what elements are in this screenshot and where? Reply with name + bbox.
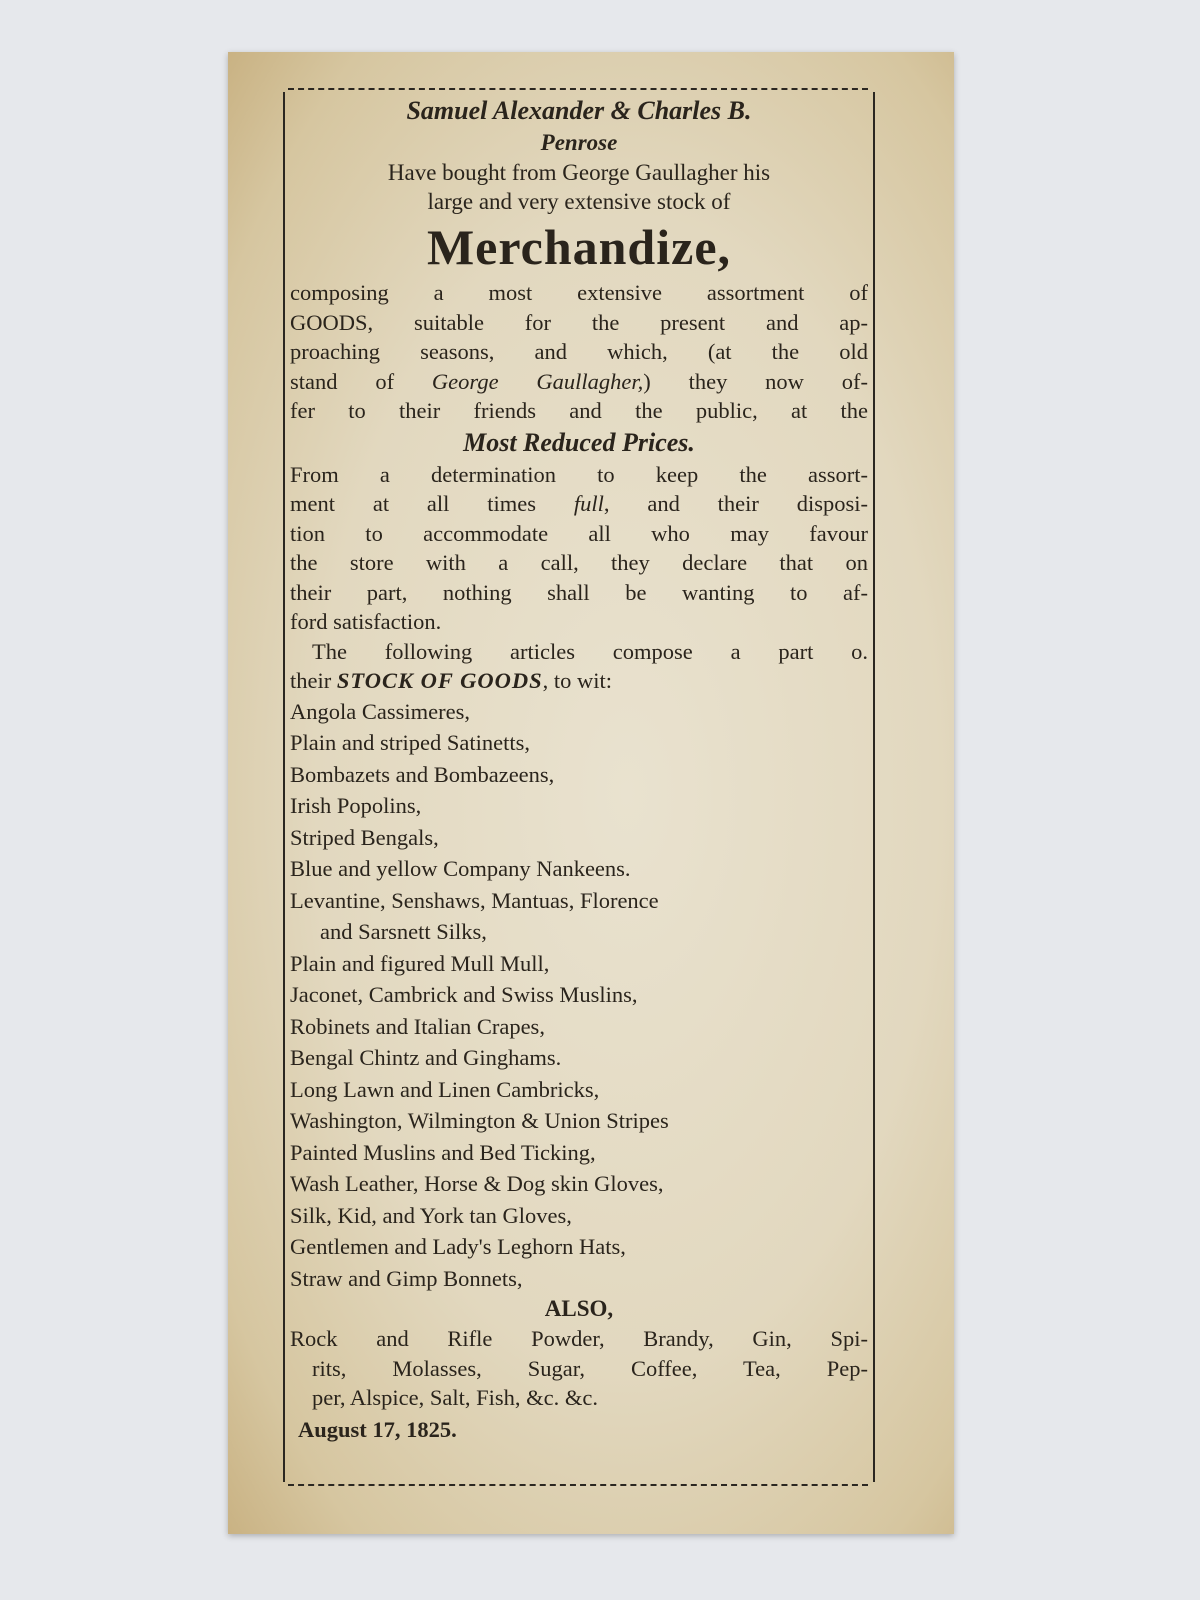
list-item: Striped Bengals,: [290, 824, 439, 850]
para1-line-2: GOODS, suitable for the present and ap-: [290, 309, 868, 335]
left-border-rule: [283, 92, 285, 1482]
para1-line-4: [290, 367, 868, 397]
para3-line-1: The following articles compose a part o.: [312, 638, 868, 664]
para2-line-2-end: , and their disposi-: [603, 491, 868, 516]
list-item: Washington, Wilmington & Union Stripes: [290, 1108, 669, 1133]
para3-line-2-end: , to wit:: [542, 668, 612, 693]
para2-line-6: ford satisfaction.: [290, 609, 442, 634]
list-item: Bengal Chintz and Ginghams.: [290, 1045, 562, 1070]
stock-of-goods: STOCK OF GOODS: [336, 668, 543, 693]
para3-line-2: [290, 666, 868, 696]
list-item: Bombazets and Bombazeens,: [290, 761, 555, 787]
list-item: Painted Muslins and Bed Ticking,: [290, 1139, 596, 1165]
para2-line-2: [290, 489, 868, 519]
intro-line-1: Have bought from George Gaullagher his: [387, 160, 771, 185]
list-item: Plain and figured Mull Mull,: [290, 950, 550, 976]
list-item: Angola Cassimeres,: [290, 698, 470, 724]
para2-line-5: their part, nothing shall be wanting to af-: [290, 579, 868, 605]
paragraph-following: [290, 637, 868, 696]
also-line-1: Rock and Rifle Powder, Brandy, Gin, Spi-: [290, 1326, 868, 1351]
para1-line-3: proaching seasons, and which, (at the old: [290, 339, 868, 364]
paragraph-assortment: [290, 278, 868, 426]
list-item: Jaconet, Cambrick and Swiss Muslins,: [290, 982, 638, 1007]
para2-line-4: the store with a call, they declare that on: [290, 550, 868, 575]
advertisement-column: [290, 94, 868, 1447]
title: Merchandize,: [426, 219, 732, 275]
list-item: Levantine, Senshaws, Mantuas, Florence: [290, 887, 659, 913]
list-item: Wash Leather, Horse & Dog skin Gloves,: [290, 1171, 664, 1196]
para3-line-2-start: their: [290, 668, 337, 693]
bottom-border-rule: [288, 1484, 868, 1486]
list-item: Irish Popolins,: [290, 793, 422, 818]
para1-line-1: composing a most extensive assortment of: [290, 280, 868, 305]
paragraph-also: [290, 1324, 868, 1413]
right-border-rule: [873, 92, 875, 1482]
list-item: Plain and striped Satinetts,: [290, 730, 530, 755]
paragraph-determination: [290, 460, 868, 637]
para2-line-3: tion to accommodate all who may favour: [290, 520, 868, 546]
also-line-2: rits, Molasses, Sugar, Coffee, Tea, Pep-: [312, 1355, 868, 1381]
intro-line-2: large and very extensive stock of: [427, 189, 731, 214]
para1-line-4-name: George Gaullagher,: [431, 368, 644, 394]
list-item: Blue and yellow Company Nankeens.: [290, 856, 631, 881]
para1-line-4-start: stand of: [290, 368, 432, 394]
also-line-3: per, Alspice, Salt, Fish, &c. &c.: [312, 1385, 598, 1410]
para2-line-2-full: full: [573, 491, 604, 516]
para2-line-2-start: ment at all times: [290, 491, 574, 516]
newspaper-clipping: [228, 52, 954, 1534]
also-heading: ALSO,: [544, 1296, 614, 1321]
goods-list: [290, 696, 868, 1295]
para1-line-5: fer to their friends and the public, at the: [290, 398, 868, 423]
list-item: Long Lawn and Linen Cambricks,: [290, 1076, 600, 1102]
para2-line-1: From a determination to keep the assort-: [290, 461, 868, 487]
list-item: Gentlemen and Lady's Leghorn Hats,: [290, 1234, 626, 1259]
para1-line-4-end: ) they now of-: [643, 368, 868, 394]
list-item: Silk, Kid, and York tan Gloves,: [290, 1202, 572, 1228]
header-line-1: Samuel Alexander & Charles B.: [406, 96, 752, 125]
list-item: Straw and Gimp Bonnets,: [290, 1265, 523, 1291]
header-line-2: Penrose: [540, 130, 618, 155]
date: August 17, 1825.: [298, 1416, 457, 1442]
list-item: Robinets and Italian Crapes,: [290, 1013, 545, 1039]
top-border-rule: [288, 88, 868, 90]
prices-heading: Most Reduced Prices.: [463, 427, 695, 457]
list-item-continuation: and Sarsnett Silks,: [320, 919, 487, 944]
